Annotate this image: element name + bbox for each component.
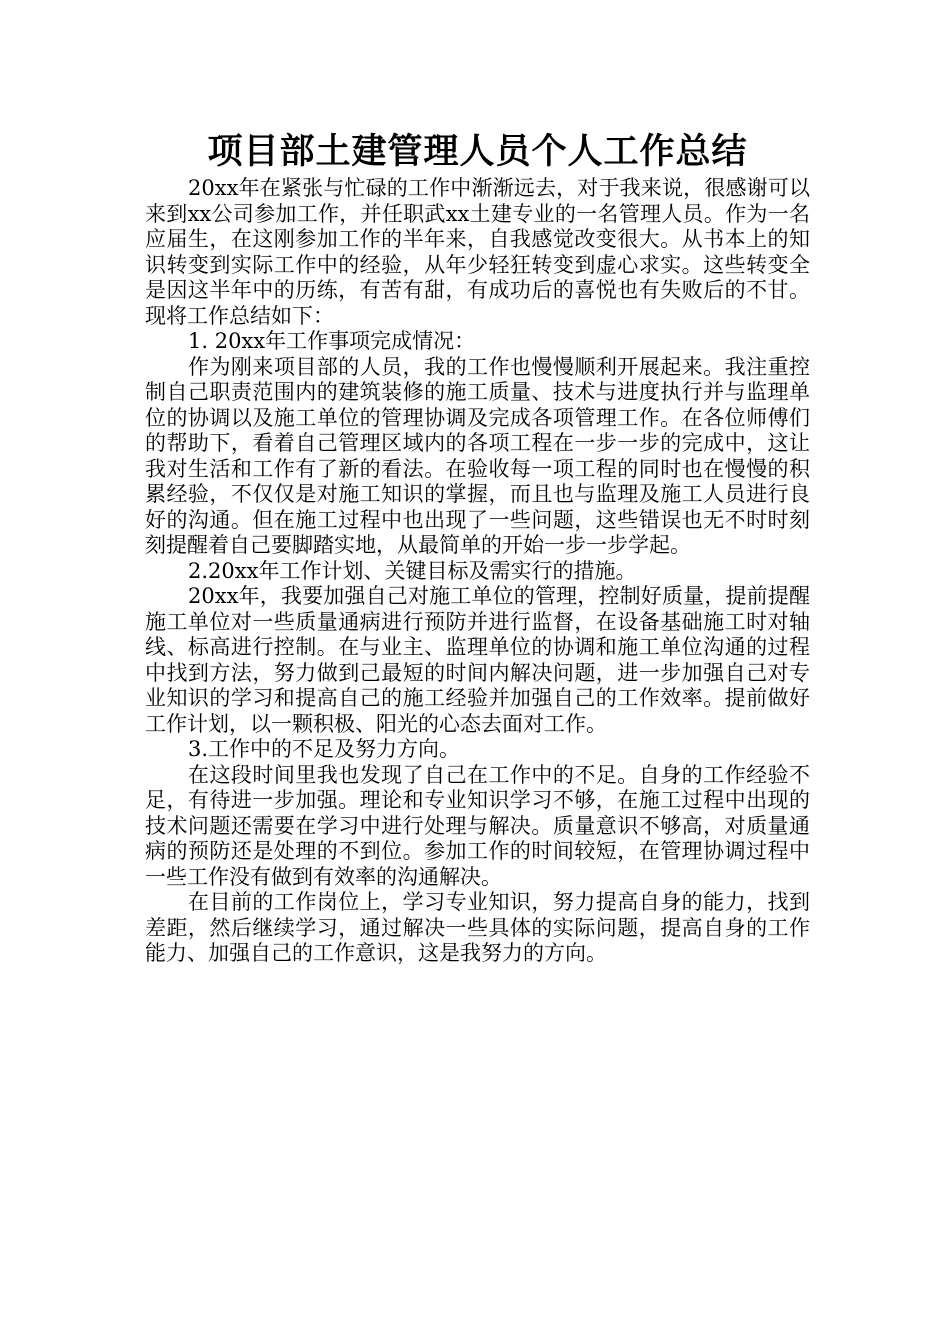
section-1-paragraph: 作为刚来项目部的人员，我的工作也慢慢顺利开展起来。我注重控制自己职责范围内的建筑装修的施工质量、技术与进度执行并与监理单位的协调以及施工单位的管理协调及完成各项管理工作。在各位师傅们的帮助下，看着自己管理区域内的各项工程在一步一步的完成中，这让我对生活和工作有了新的看法。在验收每一项工程的同时也在慢慢的积累经验，不仅仅是对施工知识的掌握，而且也与监理及施工人员进行良好的沟通。但在施工过程中也出现了一些问题，这些错误也无不时时刻刻提醒着自己要脚踏实地，从最简单的开始一步一步学起。 [145, 354, 810, 557]
section-3-heading: 3.工作中的不足及努力方向。 [188, 737, 461, 761]
section-1-heading: 1. 20xx年工作事项完成情况： [188, 329, 476, 353]
document-title: 项目部土建管理人员个人工作总结 [207, 132, 748, 172]
closing-paragraph: 在目前的工作岗位上，学习专业知识，努力提高自身的能力，找到差距，然后继续学习，通过解决一些具体的实际问题，提高自身的工作能力、加强自己的工作意识，这是我努力的方向。 [145, 890, 810, 965]
section-3-paragraph: 在这段时间里我也发现了自己在工作中的不足。自身的工作经验不足，有待进一步加强。理论和专业知识学习不够，在施工过程中出现的技术问题还需要在学习中进行处理与解决。质量意识不够高，对质量通病的预防还是处理的不到位。参加工作的时间较短，在管理协调过程中一些工作没有做到有效率的沟通解决。 [145, 762, 810, 889]
section-2-heading: 2.20xx年工作计划、关键目标及需实行的措施。 [188, 558, 637, 583]
section-2-paragraph: 20xx年，我要加强自己对施工单位的管理，控制好质量，提前提醒施工单位对一些质量通病进行预防并进行监督，在设备基础施工时对轴线、标高进行控制。在与业主、监理单位的协调和施工单位沟通的过程中找到方法，努力做到己最短的时间内解决问题，进一步加强自己对专业知识的学习和提高自己的施工经验并加强自己的工作效率。提前做好工作计划，以一颗积极、阳光的心态去面对工作。 [145, 584, 810, 736]
document-body [145, 130, 810, 967]
intro-paragraph: 20xx年在紧张与忙碌的工作中渐渐远去，对于我来说，很感谢可以来到xx公司参加工作，并任职武xx土建专业的一名管理人员。作为一名应届生，在这刚参加工作的半年来，自我感觉改变很大。从书本上的知识转变到实际工作中的经验，从年少轻狂转变到虚心求实。这些转变全是因这半年中的历练，有苦有甜，有成功后的喜悦也有失败后的不甘。现将工作总结如下： [145, 176, 810, 328]
